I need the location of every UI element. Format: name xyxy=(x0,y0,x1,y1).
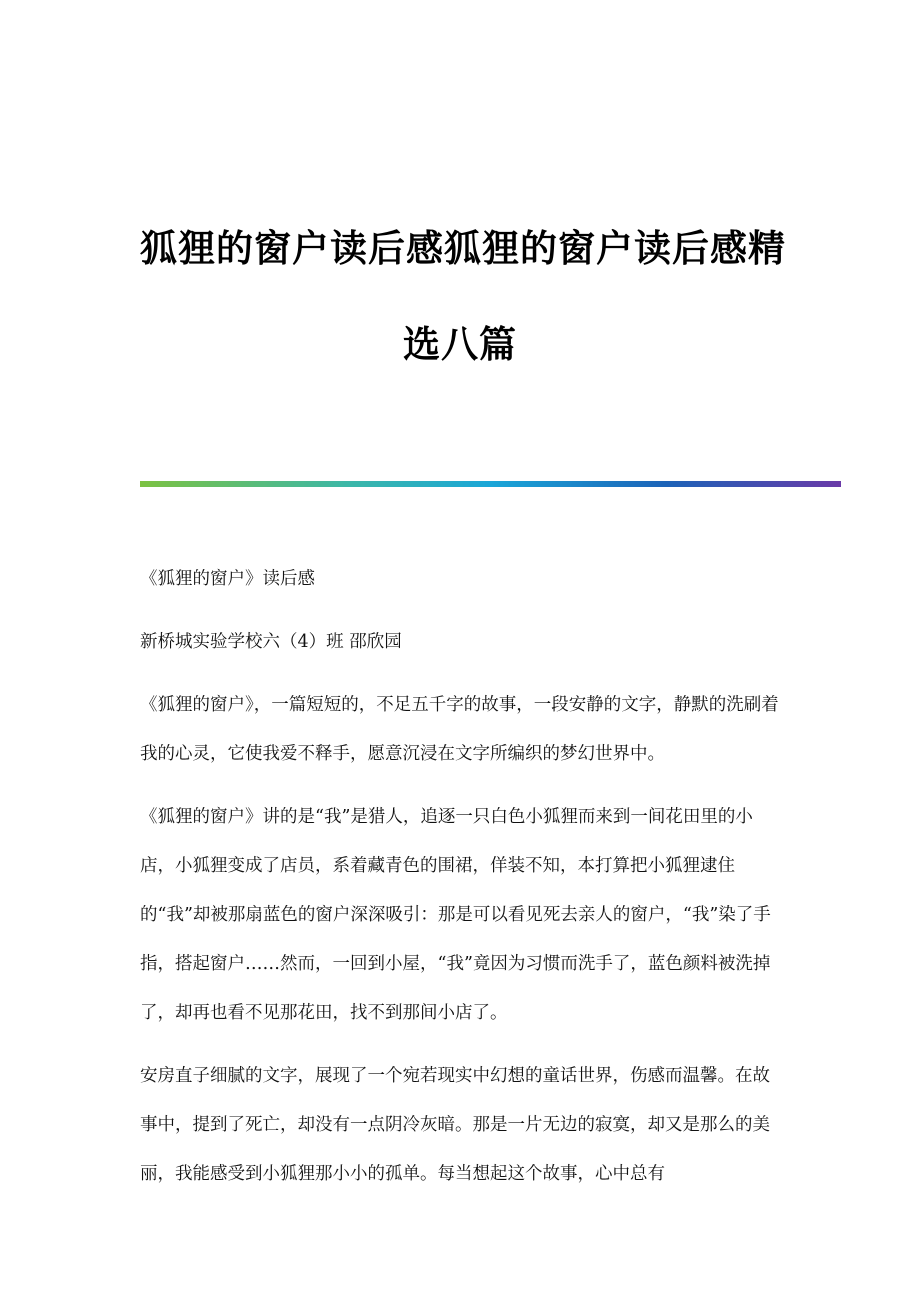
paragraph-1: 《狐狸的窗户》，一篇短短的，不足五千字的故事，一段安静的文字，静默的洗刷着我的心灵，它使我爱不释手，愿意沉浸在文字所编织的梦幻世界中。 xyxy=(140,695,779,764)
gradient-divider xyxy=(140,481,841,487)
document-body xyxy=(140,555,780,1213)
author-line: 新桥城实验学校六（4）班 邵欣园 xyxy=(140,632,402,652)
document-title-line-2: 选八篇 xyxy=(403,322,517,366)
paragraph-2: 《狐狸的窗户》讲的是“我”是猎人，追逐一只白色小狐狸而来到一间花田里的小店，小狐狸变成了店员，系着藏青色的围裙，佯装不知，本打算把小狐狸逮住的“我”却被那扇蓝色的窗户深深吸引：那是可以看见死去亲人的窗户，“我”染了手指，搭起窗户……然而，一回到小屋，“我”竟因为习惯而洗手了，蓝色颜料被洗掉了，却再也看不见那花田，找不到那间小店了。 xyxy=(140,807,771,1023)
subtitle: 《狐狸的窗户》读后感 xyxy=(140,569,315,589)
document-title-line-1: 狐狸的窗户读后感狐狸的窗户读后感精 xyxy=(140,226,786,270)
paragraph-3: 安房直子细腻的文字，展现了一个宛若现实中幻想的童话世界，伤感而温馨。在故事中，提到了死亡，却没有一点阴冷灰暗。那是一片无边的寂寞，却又是那么的美丽，我能感受到小狐狸那小小的孤单。每当想起这个故事，心中总有 xyxy=(140,1066,770,1184)
